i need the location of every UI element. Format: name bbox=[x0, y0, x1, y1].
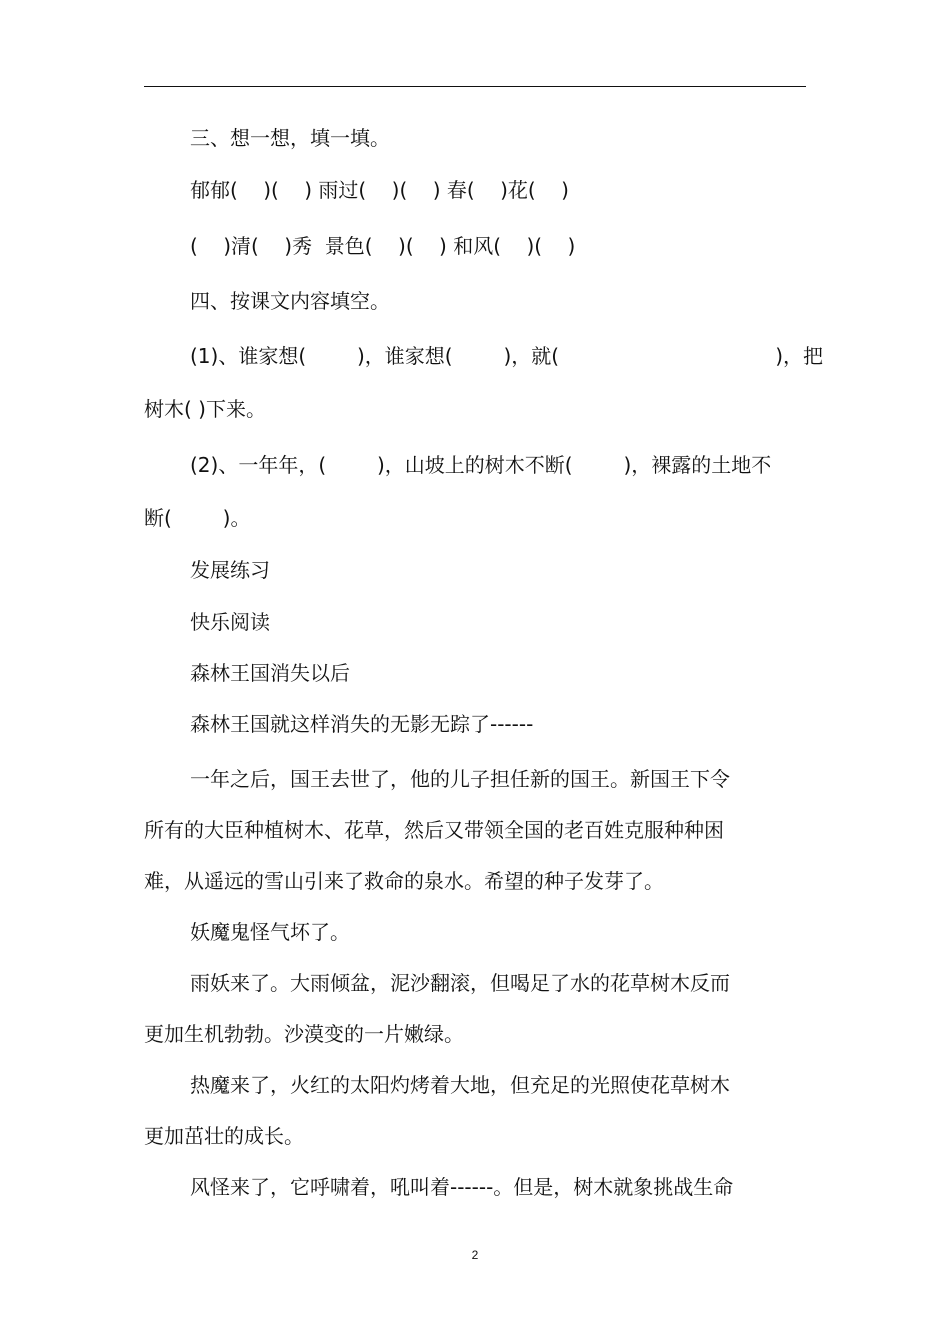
header-rule bbox=[144, 86, 806, 87]
section3-line2: ( )清( )秀 景色( )( ) 和风( )( ) bbox=[190, 234, 576, 258]
story-paragraph-2: 妖魔鬼怪气坏了。 bbox=[190, 920, 350, 944]
page-number: 2 bbox=[471, 1248, 479, 1262]
story-paragraph-4-line2: 更加茁壮的成长。 bbox=[144, 1124, 304, 1148]
story-paragraph-1-line1: 一年之后，国王去世了，他的儿子担任新的国王。新国王下令 bbox=[190, 767, 730, 791]
q1-line1: (1)、谁家想( )，谁家想( )，就( )，把 bbox=[190, 344, 824, 368]
practice-subheading: 快乐阅读 bbox=[190, 610, 270, 634]
q2-line2: 断( )。 bbox=[144, 506, 251, 530]
story-paragraph-1-line2: 所有的大臣种植树木、花草，然后又带领全国的老百姓克服种种困 bbox=[144, 818, 724, 842]
story-paragraph-0: 森林王国就这样消失的无影无踪了------ bbox=[190, 712, 534, 736]
section3-line1: 郁郁( )( ) 雨过( )( ) 春( )花( ) bbox=[190, 178, 569, 202]
practice-heading: 发展练习 bbox=[190, 558, 270, 582]
section3-heading: 三、想一想，填一填。 bbox=[190, 126, 390, 150]
story-paragraph-1-line3: 难，从遥远的雪山引来了救命的泉水。希望的种子发芽了。 bbox=[144, 869, 664, 893]
q2-line1: (2)、一年年，( )，山坡上的树木不断( )，裸露的土地不 bbox=[190, 453, 772, 477]
story-paragraph-5-line1: 风怪来了，它呼啸着，吼叫着------。但是，树木就象挑战生命 bbox=[190, 1175, 734, 1199]
story-paragraph-3-line1: 雨妖来了。大雨倾盆，泥沙翻滚，但喝足了水的花草树木反而 bbox=[190, 971, 730, 995]
document-body bbox=[144, 121, 824, 1200]
story-paragraph-4-line1: 热魔来了，火红的太阳灼烤着大地，但充足的光照使花草树木 bbox=[190, 1073, 730, 1097]
q1-line2: 树木( )下来。 bbox=[144, 397, 266, 421]
story-paragraph-3-line2: 更加生机勃勃。沙漠变的一片嫩绿。 bbox=[144, 1022, 464, 1046]
story-title: 森林王国消失以后 bbox=[190, 661, 350, 685]
section4-heading: 四、按课文内容填空。 bbox=[190, 289, 390, 313]
